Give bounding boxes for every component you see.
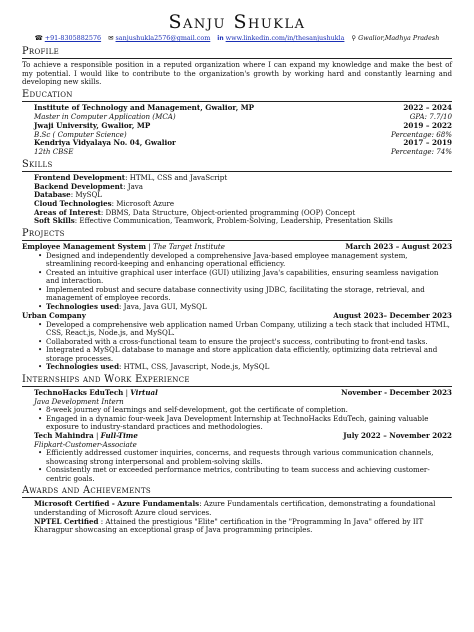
- award-text: : Azure Fundamentals certification, demonstrating a foundational understanding of Microsoft Azure cloud services.: [34, 499, 436, 518]
- email-icon: ✉: [108, 34, 114, 42]
- project-name: Urban Company: [22, 311, 86, 321]
- tech-value: : Java, Java GUI, MySQL: [119, 301, 207, 311]
- projects-section: [22, 229, 452, 372]
- tech-label: Technologies used: [46, 362, 120, 372]
- internship-item: [22, 389, 452, 432]
- internship-bullets: [22, 406, 452, 432]
- list-item: • Developed a comprehensive web application named Urban Company, utilizing a tech stack that included HTML, CSS, React.js, Node.js, and MySQL.: [46, 321, 452, 338]
- skill-value: : DBMS, Data Structure, Object-oriented programming (OOP) Concept: [100, 207, 356, 217]
- project-item: [22, 243, 452, 311]
- award-item: [34, 518, 452, 535]
- skill-value: : Microsoft Azure: [111, 198, 175, 208]
- skill-row: [34, 217, 452, 226]
- location-text: Gwalior,Madhya Pradesh: [358, 34, 440, 43]
- profile-text: To achieve a responsible position in a reputed organization where I can expand my knowledge and make the best of my potential. I would like to contribute to the organization's growth by working hard and constantly learning and developing new skills.: [22, 60, 452, 87]
- internships-heading: Internships and Work Experience: [22, 375, 452, 387]
- award-text: : Attained the prestigious "Elite" certification in the "Programming In Java" offered by IIT Kharagpur showcasing an exceptional grasp of Java programming principles.: [34, 516, 424, 535]
- location-pin-icon: ⚲: [351, 34, 357, 42]
- institution-name: Jwaji University, Gwalior, MP: [34, 120, 151, 130]
- phone-link[interactable]: +91-8305882576: [44, 34, 102, 43]
- work-dates: November - December 2023: [341, 388, 452, 398]
- linkedin-icon: in: [217, 35, 224, 43]
- internships-section: [22, 375, 452, 483]
- project-dates: August 2023– December 2023: [333, 311, 452, 321]
- degree-name: Master in Computer Application (MCA): [34, 112, 176, 122]
- list-item: • Designed and independently developed a comprehensive Java-based employee management system, streamlining record-keeping and enhancing operational efficiency.: [46, 252, 452, 269]
- project-dates: March 2023 – August 2023: [345, 242, 452, 252]
- work-mode: Virtual: [130, 388, 158, 398]
- company-name: TechnoHacks EduTech: [34, 388, 124, 398]
- skills-section: [22, 160, 452, 226]
- list-item: • Created an intuitive graphical user interface (GUI) utilizing Java's capabilities, ensuring seamless navigation and interaction.: [46, 269, 452, 286]
- skills-heading: Skills: [22, 160, 452, 172]
- degree-name: 12th CBSE: [34, 147, 74, 157]
- education-item: [34, 139, 452, 156]
- list-item: • 8-week journey of learnings and self-development, got the certificate of completion.: [46, 406, 452, 415]
- project-bullets: [22, 321, 452, 372]
- education-heading: Education: [22, 90, 452, 102]
- list-item: • Efficiently addressed customer inquiries, concerns, and requests through various communication channels, showcasing strong interpersonal and problem-solving skills.: [46, 449, 452, 466]
- internship-item: [22, 432, 452, 483]
- contact-bar: [22, 35, 452, 43]
- education-list: [22, 104, 452, 156]
- list-item: • Integrated a MySQL database to manage and store application data efficiently, optimizing data retrieval and storage processes.: [46, 346, 452, 363]
- list-item: [46, 363, 452, 372]
- candidate-name: Sanju Shukla: [168, 11, 306, 33]
- degree-name: B.Sc ( Computer Science): [34, 129, 127, 139]
- education-section: [22, 90, 452, 157]
- education-item: [34, 122, 452, 139]
- skill-label: Frontend Development: [34, 172, 126, 182]
- role-title: Java Development Intern: [34, 396, 124, 406]
- skill-value: : MySQL: [70, 190, 102, 200]
- company-separator: |: [95, 430, 101, 440]
- role-title: Flipkart-Customer-Associate: [34, 439, 137, 449]
- profile-section: [22, 47, 452, 87]
- list-item: • Consistently met or exceeded performance metrics, contributing to team success and achieving customer-centric goals.: [46, 466, 452, 483]
- email-link[interactable]: sanjushukla2576@gmail.com: [115, 34, 211, 43]
- list-item: • Implemented robust and secure database connectivity using JDBC, facilitating the storage, retrieval, and management of employee records.: [46, 286, 452, 303]
- skill-label: Cloud Technologies: [34, 198, 112, 208]
- project-bullets: [22, 252, 452, 312]
- education-years: 2022 – 2024: [403, 103, 452, 113]
- list-item: [46, 303, 452, 312]
- awards-list: [22, 500, 452, 535]
- skill-label: Database: [34, 190, 71, 200]
- contact-location: [351, 35, 439, 43]
- contact-email[interactable]: [108, 35, 210, 43]
- project-separator: |: [148, 242, 153, 252]
- awards-heading: Awards and Achievements: [22, 486, 452, 498]
- contact-linkedin[interactable]: [217, 35, 344, 43]
- list-item: • Collaborated with a cross-functional team to ensure the project's success, contributing to front-end tasks.: [46, 338, 452, 347]
- tech-label: Technologies used: [46, 301, 120, 311]
- internship-bullets: [22, 449, 452, 483]
- education-score: Percentage: 74%: [390, 147, 452, 157]
- awards-section: [22, 486, 452, 535]
- award-label: Microsoft Certified - Azure Fundamentals: [34, 499, 200, 509]
- work-dates: July 2022 – November 2022: [343, 430, 452, 440]
- education-score: Percentage: 68%: [390, 129, 452, 139]
- tech-value: : HTML, CSS, Javascript, Node.js, MySQL: [119, 362, 270, 372]
- skill-label: Areas of Interest: [34, 207, 101, 217]
- education-item: [34, 104, 452, 121]
- project-name: Employee Management System: [22, 242, 147, 252]
- project-item: [22, 312, 452, 372]
- institution-name: Institute of Technology and Management, Gwalior, MP: [34, 103, 255, 113]
- skill-value: : Java: [123, 181, 144, 191]
- work-mode: Full-Time: [100, 430, 138, 440]
- institution-name: Kendriya Vidyalaya No. 04, Gwalior: [34, 138, 176, 148]
- skill-value: : Effective Communication, Teamwork, Problem-Solving, Leadership, Presentation Skills: [74, 216, 393, 226]
- company-separator: |: [125, 388, 131, 398]
- contact-phone[interactable]: [35, 35, 101, 43]
- company-name: Tech Mahindra: [34, 430, 94, 440]
- project-org: The Target Institute: [152, 242, 225, 252]
- linkedin-link[interactable]: www.linkedin.com/in/thesanjushukla: [225, 34, 345, 43]
- skill-label: Backend Development: [34, 181, 124, 191]
- profile-heading: Profile: [22, 47, 452, 59]
- education-years: 2017 – 2019: [403, 138, 452, 148]
- award-label: NPTEL Certified: [34, 516, 99, 526]
- skill-value: : HTML, CSS and JavaScript: [125, 172, 228, 182]
- projects-heading: Projects: [22, 229, 452, 241]
- phone-icon: ☎: [34, 34, 43, 42]
- skill-label: Soft Skills: [34, 216, 75, 226]
- award-item: [34, 500, 452, 517]
- skills-list: [22, 174, 452, 226]
- list-item: • Engaged in a dynamic four-week Java Development Internship at TechnoHacks EduTech, gaining valuable exposure to industry-standard practices and methodologies.: [46, 415, 452, 432]
- education-score: GPA: 7.7/10: [409, 112, 452, 122]
- education-years: 2019 – 2022: [403, 120, 452, 130]
